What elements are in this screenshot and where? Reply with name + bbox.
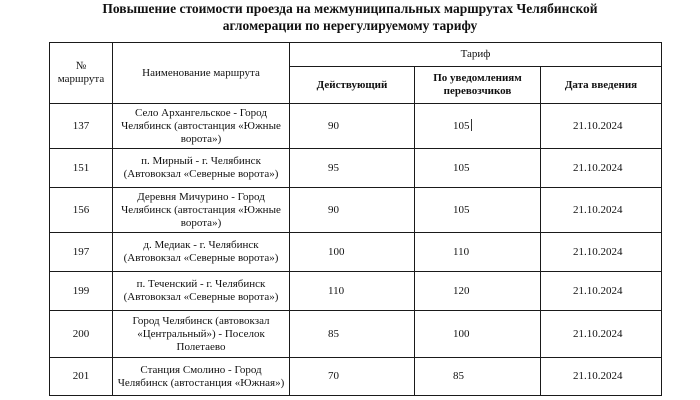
effective-date: 21.10.2024 (541, 358, 662, 396)
notified-tariff: 120 (415, 272, 541, 311)
route-number: 156 (50, 188, 113, 233)
tariff-table (49, 42, 662, 396)
route-number: 137 (50, 104, 113, 149)
document-title (0, 0, 700, 34)
notified-tariff: 105 (415, 149, 541, 188)
header-route-number: № маршрута (50, 43, 113, 104)
route-number: 201 (50, 358, 113, 396)
header-notified-tariff: По уведомлениям перевозчиков (415, 67, 541, 104)
text-cursor (471, 119, 472, 131)
current-tariff: 90 (290, 188, 415, 233)
table-row (50, 188, 662, 233)
route-number: 200 (50, 311, 113, 358)
table-row (50, 311, 662, 358)
table-row (50, 233, 662, 272)
table-row (50, 358, 662, 396)
route-name: Станция Смолино - Город Челябинск (автостанция «Южная») (113, 358, 290, 396)
current-tariff: 70 (290, 358, 415, 396)
current-tariff: 85 (290, 311, 415, 358)
table-row (50, 104, 662, 149)
title-line-1: Повышение стоимости проезда на межмуниципальных маршрутах Челябинской (102, 1, 598, 16)
header-current-tariff: Действующий (290, 67, 415, 104)
effective-date: 21.10.2024 (541, 272, 662, 311)
table-row (50, 272, 662, 311)
effective-date: 21.10.2024 (541, 188, 662, 233)
route-name: Деревня Мичурино - Город Челябинск (автостанция «Южные ворота») (113, 188, 290, 233)
current-tariff: 110 (290, 272, 415, 311)
route-name: п. Теченский - г. Челябинск (Автовокзал «Северные ворота») (113, 272, 290, 311)
route-name: Село Архангельское - Город Челябинск (автостанция «Южные ворота») (113, 104, 290, 149)
route-number: 151 (50, 149, 113, 188)
effective-date: 21.10.2024 (541, 104, 662, 149)
current-tariff: 95 (290, 149, 415, 188)
notified-tariff: 105 (415, 188, 541, 233)
effective-date: 21.10.2024 (541, 233, 662, 272)
notified-tariff: 85 (415, 358, 541, 396)
notified-tariff-value: 105 (453, 120, 470, 132)
header-date: Дата введения (541, 67, 662, 104)
route-name: п. Мирный - г. Челябинск (Автовокзал «Северные ворота») (113, 149, 290, 188)
route-number: 199 (50, 272, 113, 311)
header-tariff: Тариф (290, 43, 662, 67)
current-tariff: 90 (290, 104, 415, 149)
route-number: 197 (50, 233, 113, 272)
current-tariff: 100 (290, 233, 415, 272)
route-name: д. Медиак - г. Челябинск (Автовокзал «Северные ворота») (113, 233, 290, 272)
notified-tariff (415, 104, 541, 149)
notified-tariff: 110 (415, 233, 541, 272)
header-route-name: Наименование маршрута (113, 43, 290, 104)
title-line-2: агломерации по нерегулируемому тарифу (222, 18, 478, 33)
effective-date: 21.10.2024 (541, 311, 662, 358)
route-name: Город Челябинск (автовокзал «Центральный») - Поселок Полетаево (113, 311, 290, 358)
table-row (50, 149, 662, 188)
effective-date: 21.10.2024 (541, 149, 662, 188)
notified-tariff: 100 (415, 311, 541, 358)
